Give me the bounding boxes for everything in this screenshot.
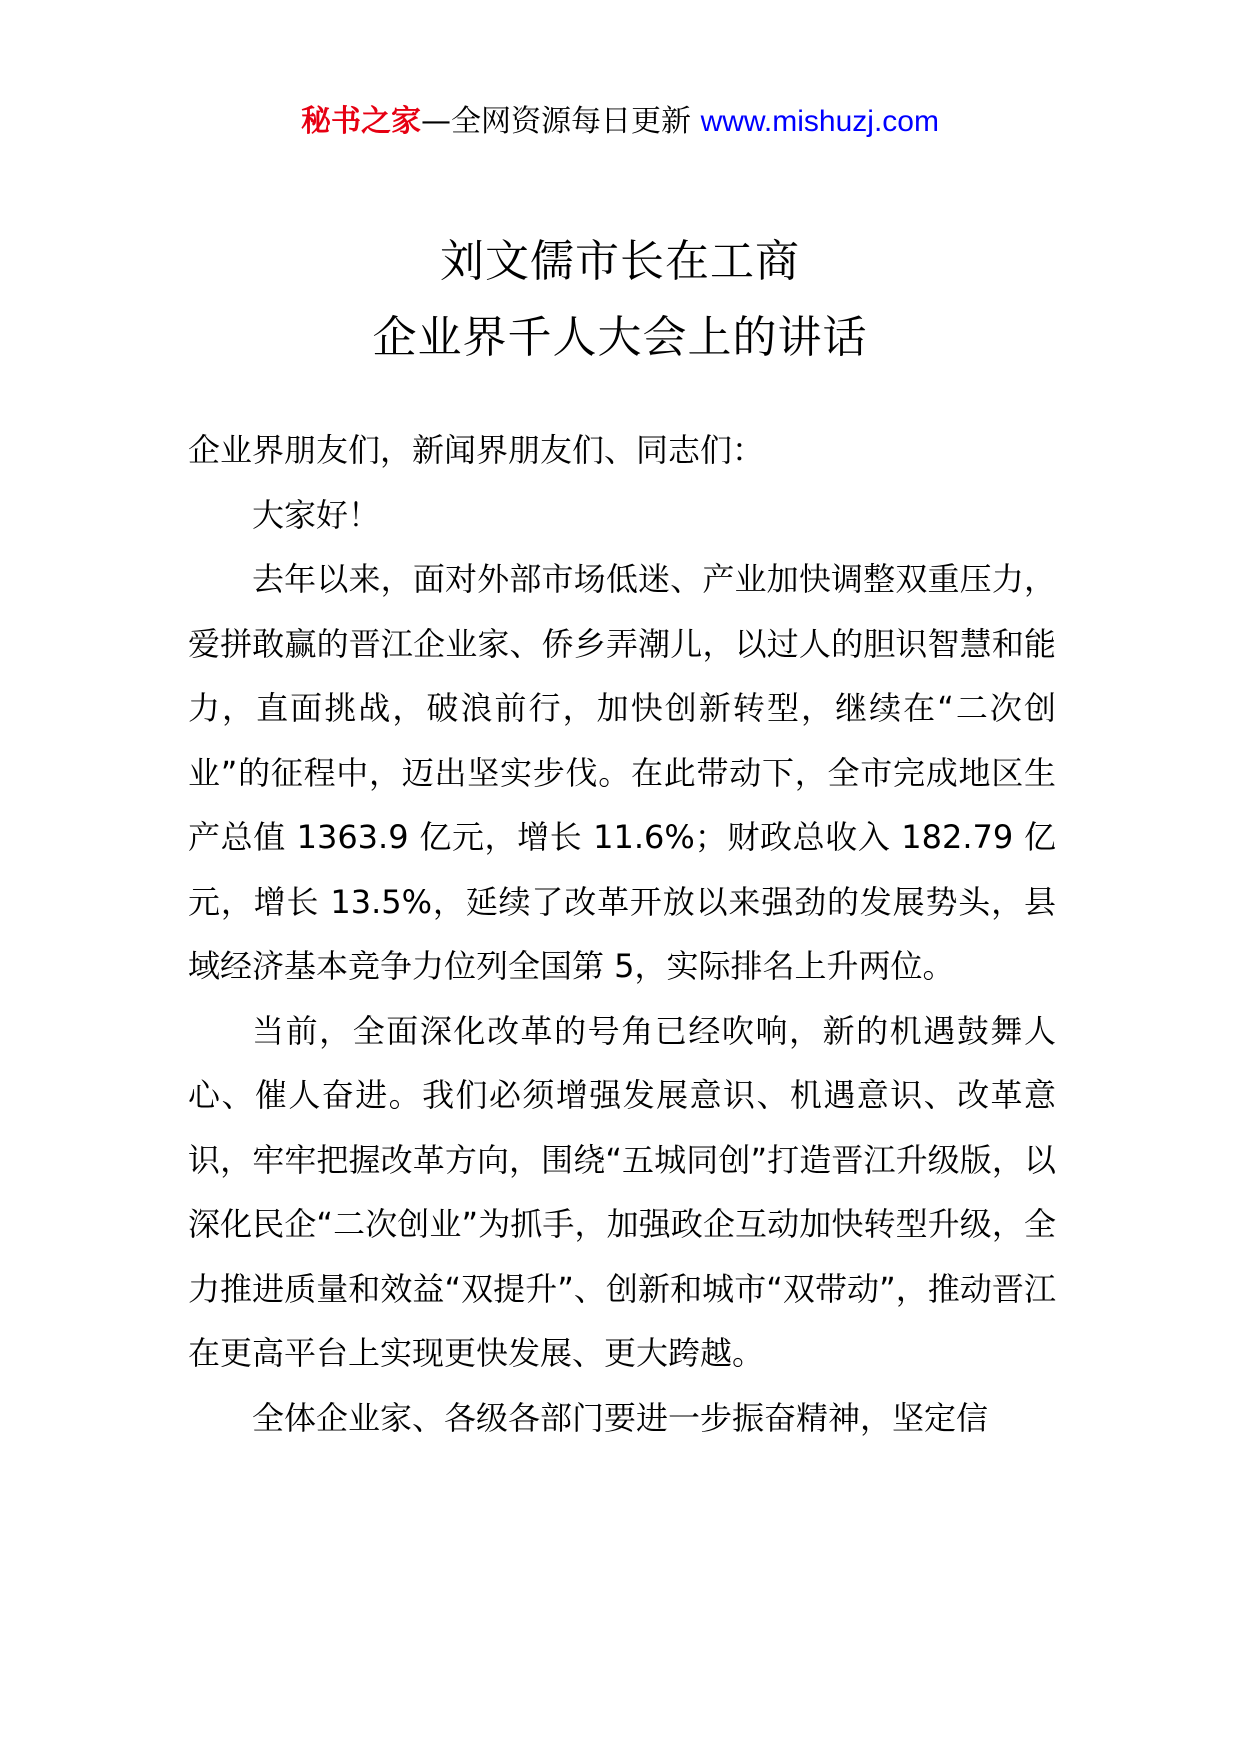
header-tagline: —全网资源每日更新 — [421, 104, 692, 139]
paragraph-2: 当前，全面深化改革的号角已经吹响，新的机遇鼓舞人心、催人奋进。我们必须增强发展意识、机遇意识、改革意识，牢牢把握改革方向，围绕“五城同创”打造晋江升级版，以深化民企“二次创业”为抓手，加强政企互动加快转型升级，全力推进质量和效益“双提升”、创新和城市“双带动”，推动晋江在更高平台上实现更快发展、更大跨越。 — [188, 1011, 1056, 1372]
title-line-2: 企业界千人大会上的讲话 — [372, 312, 868, 363]
brand-name: 秘书之家 — [301, 104, 422, 139]
document-title — [0, 224, 1240, 376]
title-line-1: 刘文儒市长在工商 — [440, 236, 800, 287]
site-url-link[interactable]: www.mishuzj.com — [700, 105, 939, 138]
document-body — [188, 418, 1056, 1450]
greeting: 大家好！ — [252, 495, 381, 534]
salutation: 企业界朋友们，新闻界朋友们、同志们： — [188, 431, 765, 469]
paragraph-3: 全体企业家、各级各部门要进一步振奋精神，坚定信 — [252, 1398, 989, 1437]
site-header — [0, 100, 1240, 144]
paragraph-1: 去年以来，面对外部市场低迷、产业加快调整双重压力，爱拼敢赢的晋江企业家、侨乡弄潮儿，以过人的胆识智慧和能力，直面挑战，破浪前行，加快创新转型，继续在“二次创业”的征程中，迈出坚实步伐。在此带动下，全市完成地区生产总值 1363.9 亿元，增长 11.6%；财政总收入 182.79 亿元，增长 13.5%，延续了改革开放以来强劲的发展势头，县域经济基本竞争力位列全国第 5，实际排名上升两位。 — [188, 560, 1056, 985]
